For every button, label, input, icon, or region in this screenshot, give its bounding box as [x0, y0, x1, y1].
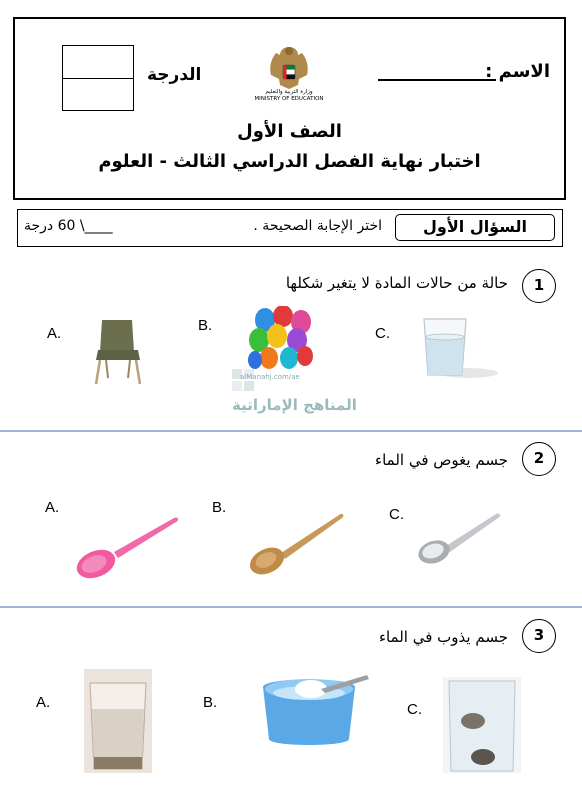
question-number-3: 3 — [522, 619, 556, 653]
question-text-3: جسم يذوب في الماء — [378, 628, 508, 646]
grade-label: الدرجة — [147, 65, 202, 85]
question-number-1: 1 — [522, 269, 556, 303]
q1-option-b-label[interactable]: B. — [198, 317, 213, 334]
exam-title: اختبار نهاية الفصل الدراسي الثالث - العلوم — [98, 151, 481, 172]
q2-option-c-label[interactable]: C. — [389, 506, 404, 523]
balloons-icon[interactable] — [247, 306, 319, 384]
question-separator — [0, 606, 582, 608]
grade-box-divider — [63, 78, 133, 79]
q1-option-c-label[interactable]: C. — [375, 325, 390, 342]
ministry-caption — [249, 89, 329, 103]
q2-option-b-label[interactable]: B. — [212, 499, 227, 516]
glass-of-water-icon[interactable] — [416, 313, 500, 381]
question-text-1: حالة من حالات المادة لا يتغير شكلها — [285, 274, 508, 292]
q2-option-a-label[interactable]: A. — [45, 499, 60, 516]
section-instruction: اختر الإجابة الصحيحة . — [253, 218, 382, 234]
question-separator — [0, 430, 582, 432]
q1-option-a-label[interactable]: A. — [47, 325, 62, 342]
section-bar — [17, 209, 563, 247]
class-title: الصف الأول — [237, 121, 342, 142]
glass-with-sediment-icon[interactable] — [84, 669, 152, 773]
stones-in-water-icon[interactable] — [443, 677, 521, 773]
question-text-2: جسم يغوص في الماء — [375, 451, 508, 469]
metal-spoon-icon[interactable] — [416, 508, 502, 570]
name-blank-line[interactable] — [378, 79, 496, 81]
plastic-spoon-icon[interactable] — [74, 512, 180, 580]
chair-icon[interactable] — [92, 316, 144, 386]
section-score: ____\ 60 درجة — [24, 218, 113, 234]
name-label: الاسم : — [485, 61, 550, 82]
section-tag: السؤال الأول — [395, 214, 555, 241]
q3-option-c-label[interactable]: C. — [407, 701, 422, 718]
grade-box — [62, 45, 134, 111]
q3-option-b-label[interactable]: B. — [203, 694, 218, 711]
question-number-2: 2 — [522, 442, 556, 476]
watermark-brand: المناهج الإماراتية — [232, 396, 357, 414]
watermark-url: alManahj.com/ae — [240, 373, 300, 381]
ministry-name-en: MINISTRY OF EDUCATION — [254, 96, 324, 102]
exam-header — [13, 17, 566, 200]
sugar-into-water-icon[interactable] — [259, 667, 371, 747]
ministry-name-ar: وزارة التربية والتعليم — [265, 89, 313, 95]
wooden-spoon-icon[interactable] — [247, 509, 345, 577]
q3-option-a-label[interactable]: A. — [36, 694, 51, 711]
